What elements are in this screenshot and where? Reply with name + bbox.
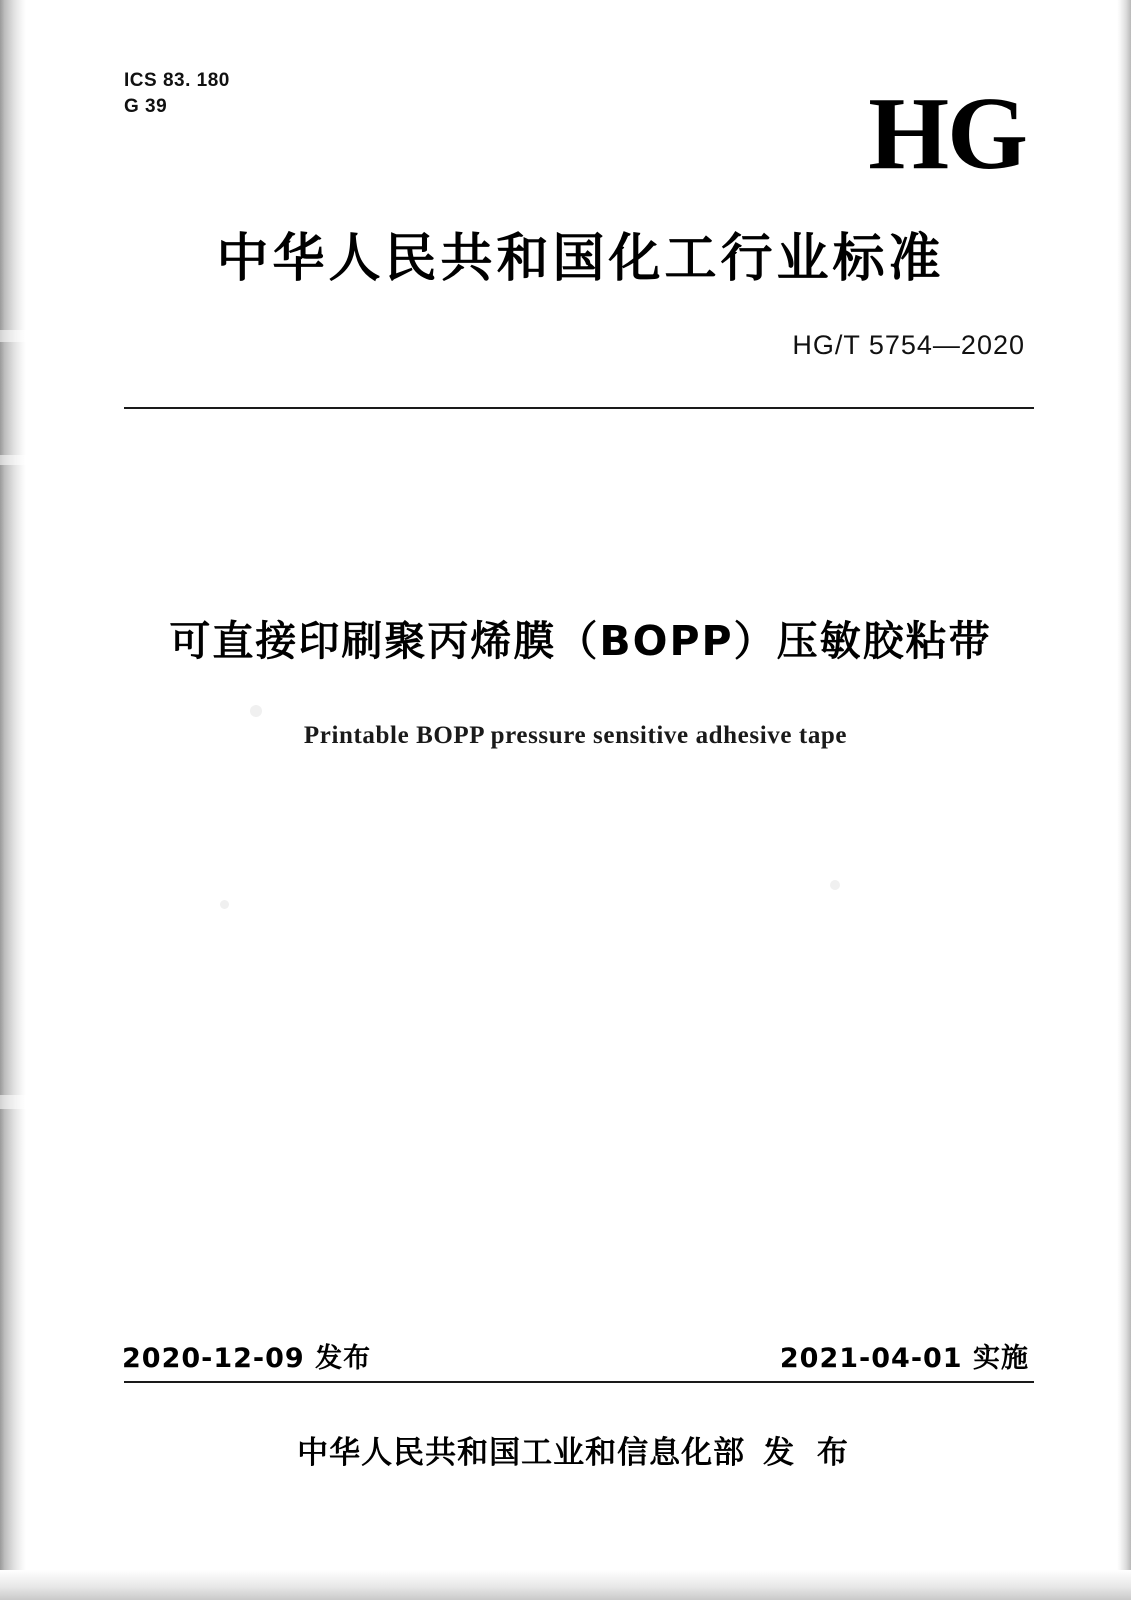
- publish-date: 2020-12-09 发布: [122, 1343, 372, 1374]
- page-title: 可直接印刷聚丙烯膜（BOPP）压敏胶粘带: [169, 617, 992, 665]
- scan-speck: [250, 705, 262, 717]
- issuing-authority-name: 中华人民共和国工业和信息化部: [297, 1435, 746, 1471]
- scan-edge-shadow-right: [1117, 0, 1131, 1600]
- hg-logo: HG: [868, 76, 1026, 191]
- header-divider: [124, 407, 1034, 409]
- ics-code: ICS 83. 180: [124, 70, 230, 91]
- issuing-authority-verb: 发 布: [763, 1435, 854, 1471]
- scan-fold-mark: [0, 1095, 26, 1109]
- standard-number: HG/T 5754—2020: [792, 330, 1025, 360]
- scan-fold-mark: [0, 455, 26, 465]
- footer-divider: [124, 1381, 1034, 1383]
- issuing-authority: [0, 1427, 1131, 1472]
- page-subtitle-english: Printable BOPP pressure sensitive adhesive tape: [303, 722, 848, 749]
- classification-code: G 39: [124, 96, 168, 117]
- implementation-date: 2021-04-01 实施: [779, 1343, 1029, 1374]
- scan-speck: [830, 880, 840, 890]
- scan-edge-shadow-left: [0, 0, 26, 1600]
- scan-speck: [220, 900, 229, 909]
- scan-fold-mark: [0, 330, 26, 342]
- ics-classification-block: [124, 68, 230, 120]
- scan-edge-shadow-bottom: [0, 1570, 1131, 1600]
- standard-organization-title: 中华人民共和国化工行业标准: [216, 229, 945, 289]
